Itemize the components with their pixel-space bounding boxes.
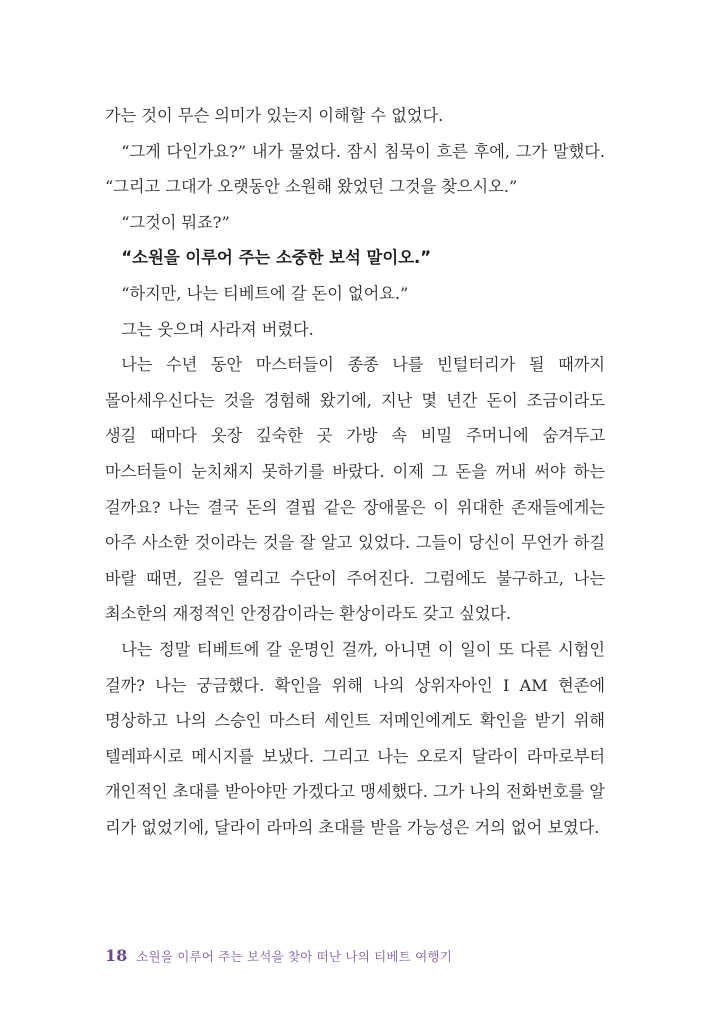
page-footer [105, 946, 452, 965]
paragraph-dialogue: “하지만, 나는 티베트에 갈 돈이 없어요.” [121, 283, 409, 303]
paragraph-dialogue: “그것이 뭐죠?” [121, 212, 230, 232]
paragraph: 나는 수년 동안 마스터들이 종종 나를 빈털터리가 될 때까지 몰아세우신다는 것을 경험해 왔기에, 지난 몇 년간 돈이 조금이라도 생길 때마다 옷장 깊숙한 곳 가방 속 비밀 주머니에 숨겨두고 마스터들이 눈치채지 못하기를 바랐다. 이제 그 돈을 꺼내 써야 하는 걸까요? 나는 결국 돈의 결핍 같은 장애물은 이 위대한 존재들에게는 아주 사소한 것이라는 것을 잘 알고 있었다. 그들이 당신이 무언가 하길 바랄 때면, 길은 열리고 수단이 주어진다. 그럼에도 불구하고, 나는 최소한의 재정적인 안정감이라는 환상이라도 갖고 싶었다. [105, 355, 605, 624]
paragraph-dialogue: “그게 다인가요?” 내가 물었다. 잠시 침묵이 흐른 후에, 그가 말했다. “그리고 그대가 오랫동안 소원해 왔었던 그것을 찾으시오.” [105, 141, 605, 197]
paragraph-emphasis: “소원을 이루어 주는 소중한 보석 말이오.” [121, 248, 432, 268]
body-text [105, 98, 605, 845]
running-title: 소원을 이루어 주는 보석을 찾아 떠난 나의 티베트 여행기 [136, 949, 452, 964]
paragraph: 나는 정말 티베트에 갈 운명인 걸까, 아니면 이 일이 또 다른 시험인 걸까? 나는 궁금했다. 확인을 위해 나의 상위자아인 I AM 현존에 명상하고 나의 스승인 마스터 세인트 저메인에게도 확인을 받기 위해 텔레파시로 메시지를 보냈다. 그리고 나는 오로지 달라이 라마로부터 개인적인 초대를 받아야만 가겠다고 맹세했다. 그가 나의 전화번호를 알 리가 없었기에, 달라이 라마의 초대를 받을 가능성은 거의 없어 보였다. [105, 639, 605, 837]
paragraph: 그는 웃으며 사라져 버렸다. [121, 319, 314, 339]
page-number: 18 [105, 946, 128, 965]
paragraph-continued: 가는 것이 무슨 의미가 있는지 이해할 수 없었다. [105, 106, 444, 125]
